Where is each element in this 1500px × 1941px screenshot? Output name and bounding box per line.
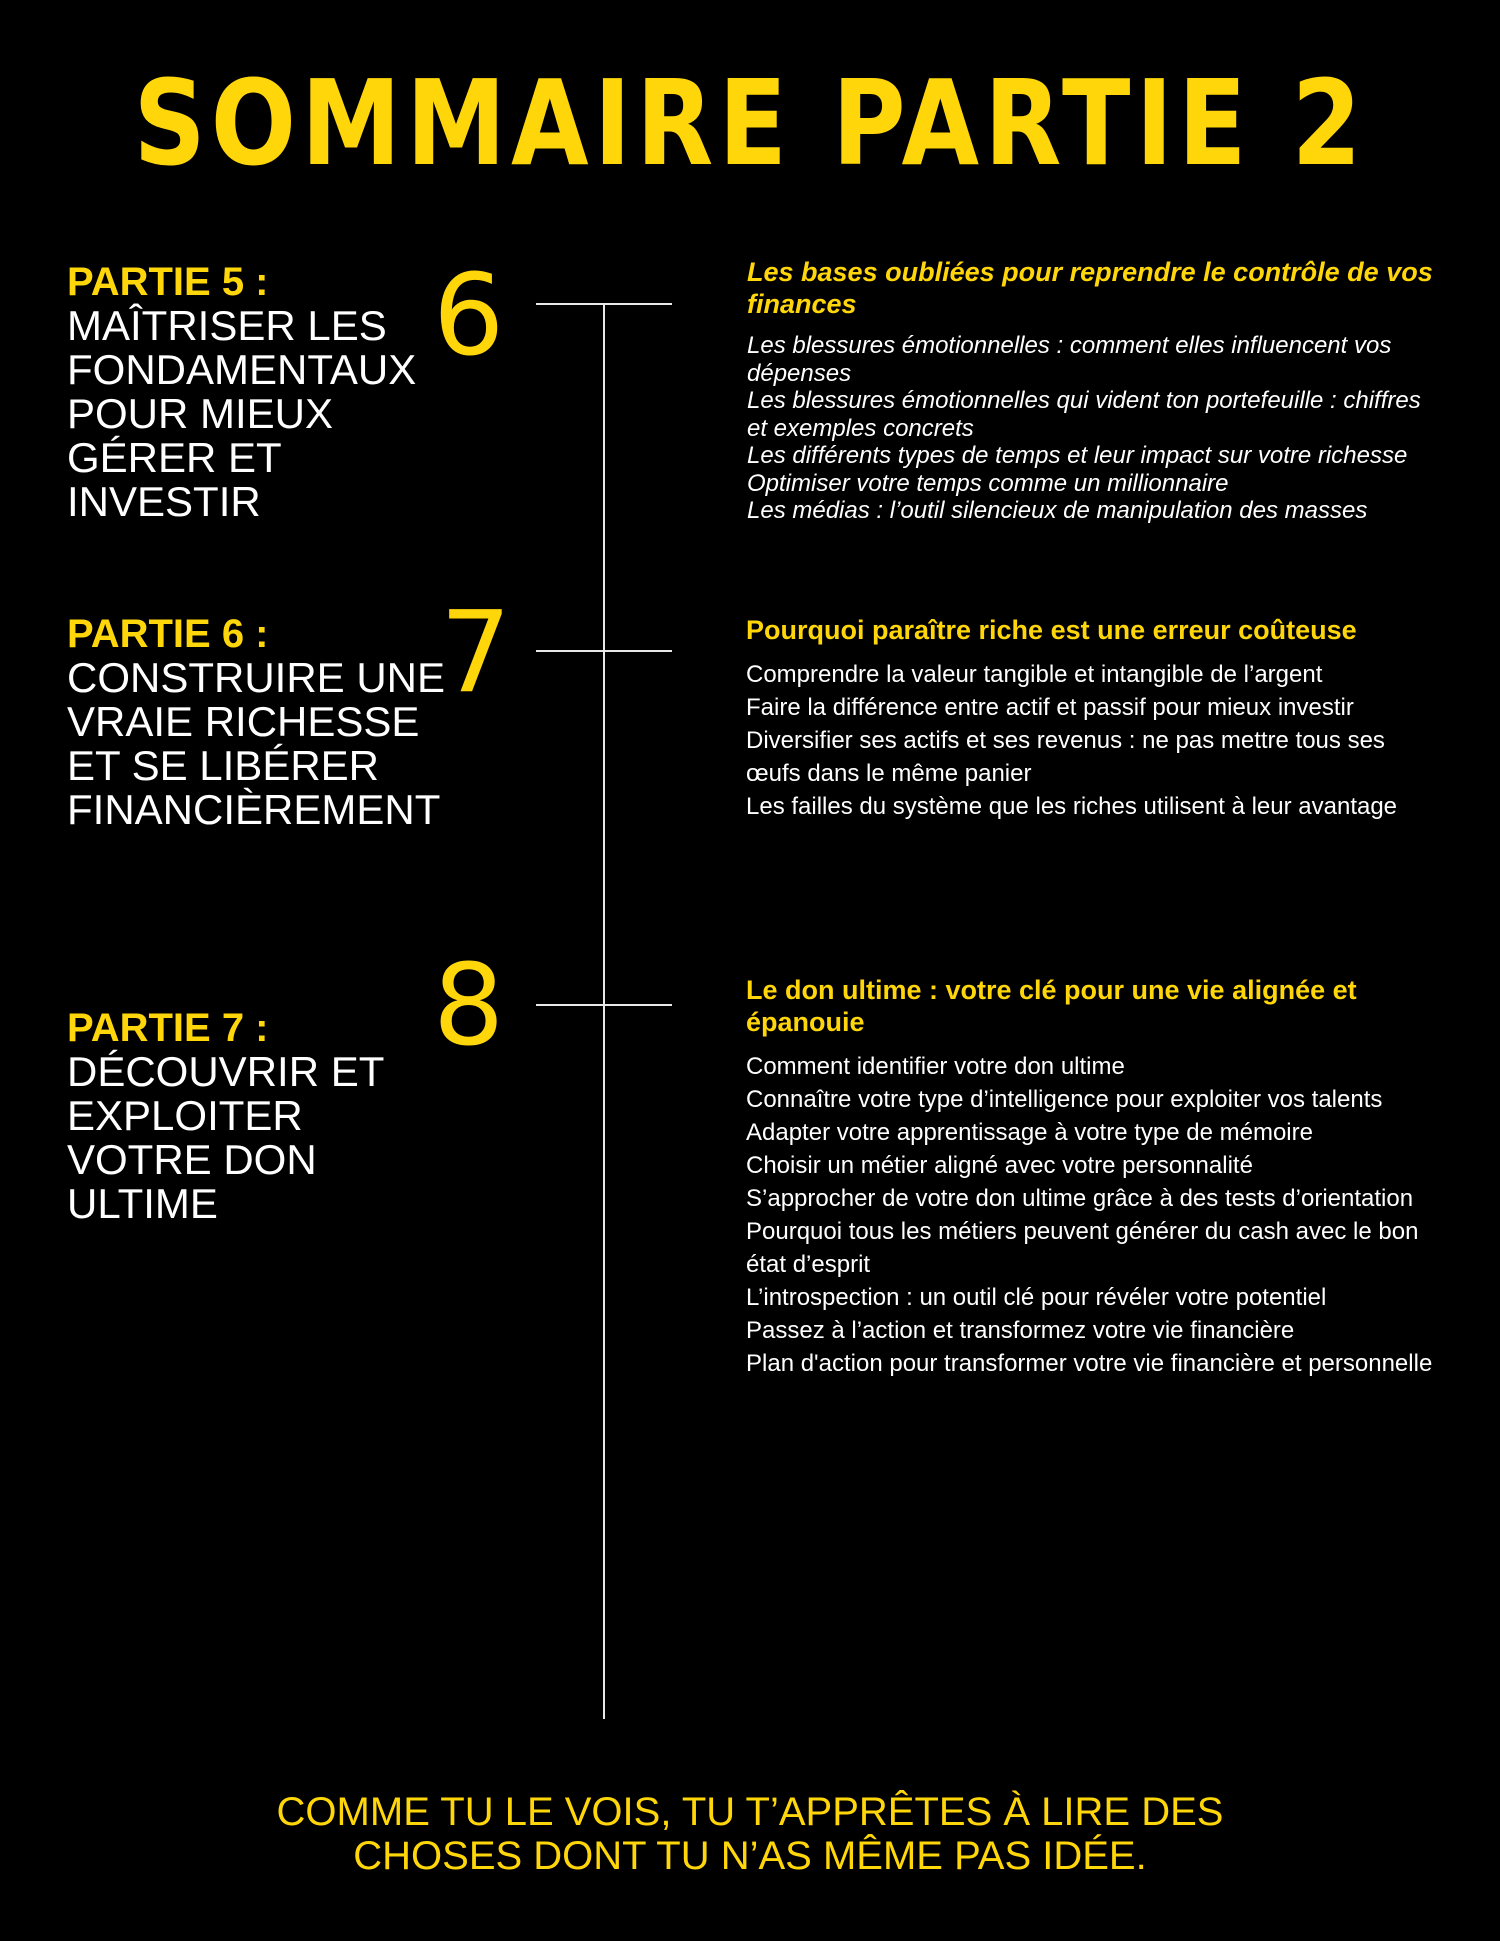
list-item: L’introspection : un outil clé pour révéler votre potentiel bbox=[746, 1284, 1327, 1311]
list-item: Pourquoi tous les métiers peuvent générer du cash avec le bon état d’esprit bbox=[746, 1218, 1419, 1278]
timeline-tick-8 bbox=[536, 1004, 672, 1006]
list-item: Choisir un métier aligné avec votre personnalité bbox=[746, 1152, 1253, 1179]
section-title: Les bases oubliées pour reprendre le contrôle de vos finances bbox=[747, 257, 1433, 319]
footer-message bbox=[0, 1790, 1500, 1878]
footer-line-2: CHOSES DONT TU N’AS MÊME PAS IDÉE. bbox=[353, 1834, 1147, 1878]
part-title: CONSTRUIRE UNE VRAIE RICHESSE ET SE LIBÉRER FINANCIÈREMENT bbox=[67, 654, 446, 833]
list-item: Diversifier ses actifs et ses revenus : ne pas mettre tous ses œufs dans le même panier bbox=[746, 727, 1385, 787]
list-item: Les médias : l’outil silencieux de manipulation des masses bbox=[747, 497, 1368, 524]
section-7-content bbox=[746, 614, 1446, 823]
part-title: DÉCOUVRIR ET EXPLOITER VOTRE DON ULTIME bbox=[67, 1048, 384, 1227]
timeline-tick-6 bbox=[536, 303, 672, 305]
page-title: SOMMAIRE PARTIE 2 bbox=[133, 54, 1367, 192]
list-item: Adapter votre apprentissage à votre type de mémoire bbox=[746, 1119, 1313, 1146]
timeline-line bbox=[603, 303, 605, 1719]
part-6-block bbox=[67, 612, 447, 832]
list-item: Les failles du système que les riches utilisent à leur avantage bbox=[746, 793, 1398, 820]
list-item: Comment identifier votre don ultime bbox=[746, 1053, 1125, 1080]
list-item: Connaître votre type d’intelligence pour exploiter vos talents bbox=[746, 1086, 1383, 1113]
section-number-8: 8 bbox=[433, 941, 505, 1071]
list-item: Les différents types de temps et leur impact sur votre richesse bbox=[747, 442, 1408, 469]
part-label: PARTIE 7 : bbox=[67, 1006, 269, 1050]
section-number-7: 7 bbox=[440, 588, 512, 718]
list-item: Comprendre la valeur tangible et intangible de l’argent bbox=[746, 661, 1323, 688]
part-5-block bbox=[67, 260, 447, 524]
list-item: Les blessures émotionnelles qui vident ton portefeuille : chiffres et exemples concrets bbox=[747, 387, 1421, 442]
part-title: MAÎTRISER LES FONDAMENTAUX POUR MIEUX GÉRER ET INVESTIR bbox=[67, 302, 417, 525]
section-title: Le don ultime : votre clé pour une vie alignée et épanouie bbox=[746, 975, 1357, 1037]
part-label: PARTIE 6 : bbox=[67, 612, 269, 656]
timeline-tick-7 bbox=[536, 650, 672, 652]
list-item: Faire la différence entre actif et passif pour mieux investir bbox=[746, 694, 1354, 721]
section-6-content bbox=[747, 256, 1447, 525]
list-item: Les blessures émotionnelles : comment elles influencent vos dépenses bbox=[747, 332, 1392, 387]
section-number-6: 6 bbox=[433, 251, 505, 381]
list-item: S’approcher de votre don ultime grâce à des tests d’orientation bbox=[746, 1185, 1414, 1212]
section-title: Pourquoi paraître riche est une erreur coûteuse bbox=[746, 615, 1357, 645]
footer-line-1: COMME TU LE VOIS, TU T’APPRÊTES À LIRE DES bbox=[276, 1790, 1224, 1834]
section-8-content bbox=[746, 974, 1446, 1380]
list-item: Plan d'action pour transformer votre vie financière et personnelle bbox=[746, 1350, 1433, 1377]
list-item: Optimiser votre temps comme un millionnaire bbox=[747, 469, 1229, 497]
list-item: Passez à l’action et transformez votre vie financière bbox=[746, 1317, 1295, 1344]
part-label: PARTIE 5 : bbox=[67, 260, 269, 304]
part-7-block bbox=[67, 1006, 447, 1226]
